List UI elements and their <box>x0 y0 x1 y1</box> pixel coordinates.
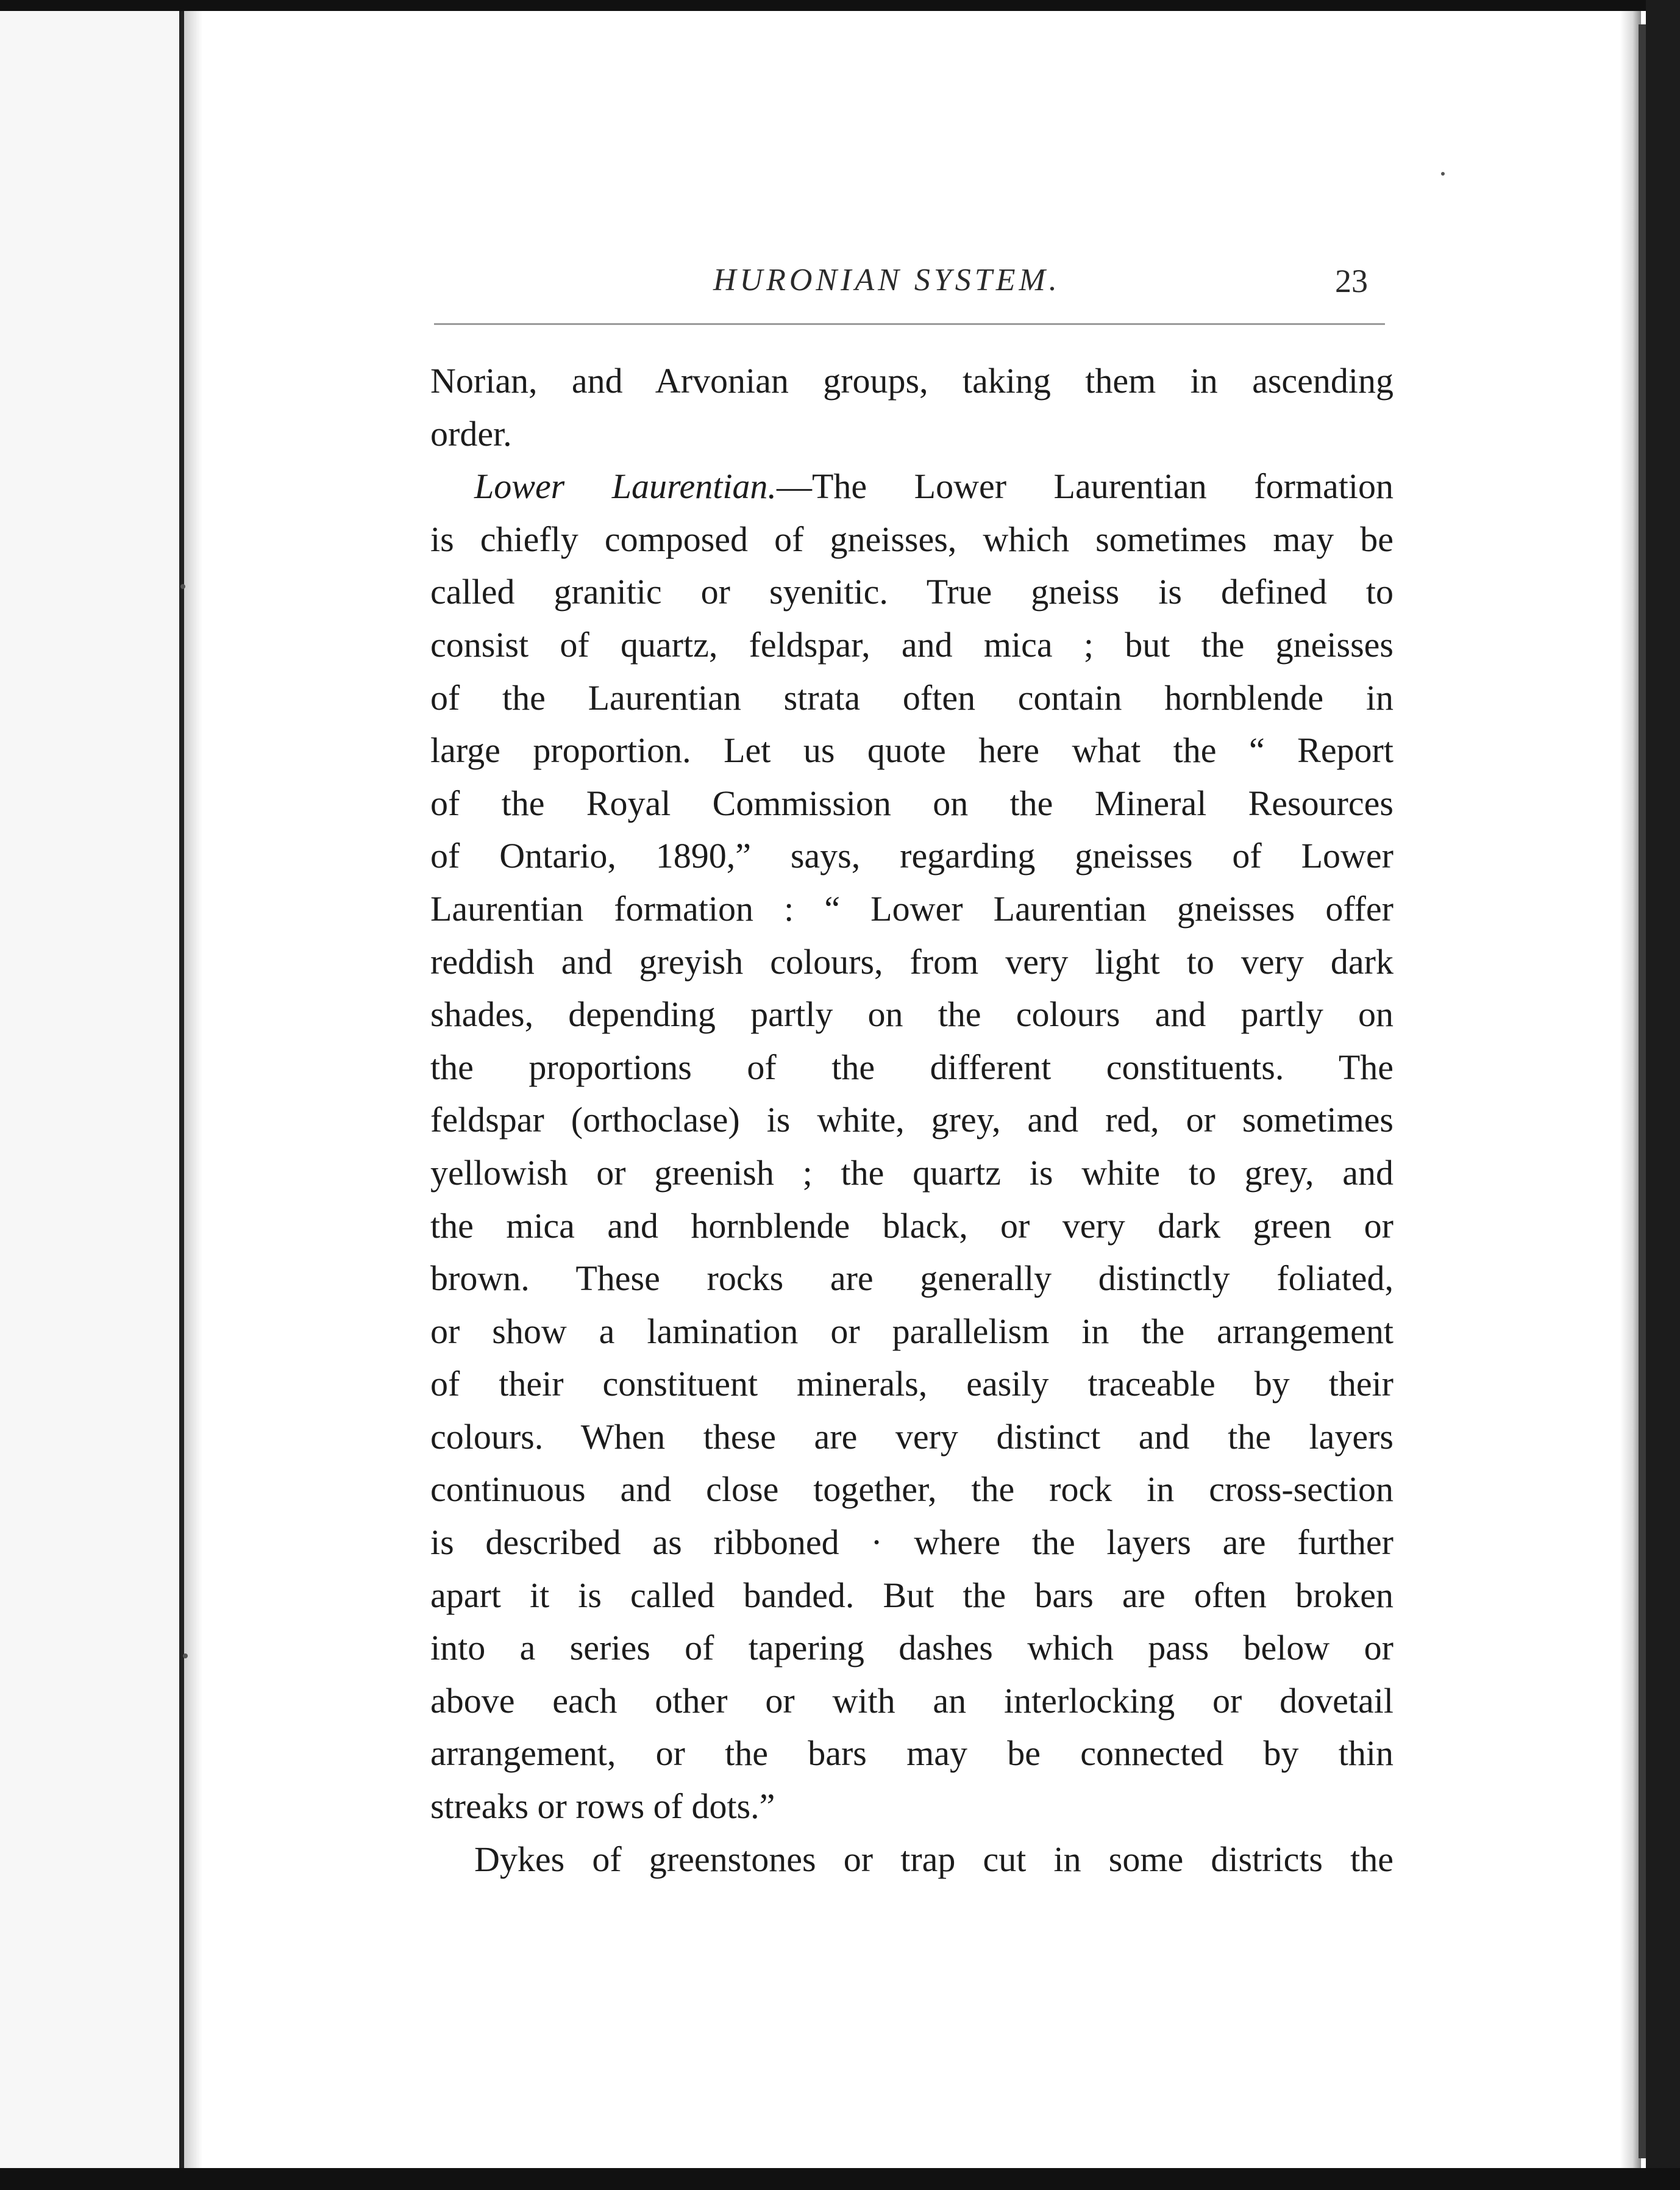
text-line: apart it is called banded. But the bars are often broken <box>430 1575 1393 1615</box>
text-line: shades, depending partly on the colours and partly on <box>430 994 1393 1035</box>
text-line: order. <box>430 413 512 454</box>
text-line: called granitic or syenitic. True gneiss is defined to <box>430 572 1393 612</box>
text-line: Laurentian formation : “ Lower Laurentian gneisses offer <box>430 888 1393 929</box>
text-line: is described as ribboned · where the layers are further <box>430 1522 1393 1563</box>
text-line: feldspar (orthoclase) is white, grey, and red, or sometimes <box>430 1100 1393 1140</box>
text-line: arrangement, or the bars may be connected by thin <box>430 1733 1393 1774</box>
left-page-margin <box>0 11 180 2169</box>
text-line: consist of quartz, feldspar, and mica ; but the gneisses <box>430 624 1393 665</box>
text-line: of their constituent minerals, easily traceable by their <box>430 1364 1393 1404</box>
text-line: continuous and close together, the rock in cross-section <box>430 1469 1393 1510</box>
text-line: the proportions of the different constituents. The <box>430 1047 1393 1087</box>
text-line: streaks or rows of dots.” <box>430 1786 775 1827</box>
scan-border-bottom <box>0 2168 1680 2190</box>
spine-shadow <box>184 11 202 2169</box>
scan-border-right <box>1646 0 1680 2190</box>
text-line-continuation: —The Lower Laurentian formation <box>776 466 1393 507</box>
header-rule <box>434 323 1385 325</box>
text-line <box>430 460 1393 513</box>
page-number: 23 <box>1335 263 1368 299</box>
scan-speck <box>180 584 185 589</box>
book-spine-line <box>179 11 184 2169</box>
scan-border-top <box>0 0 1680 11</box>
text-line: Norian, and Arvonian groups, taking them in ascending <box>430 361 1393 401</box>
text-line: yellowish or greenish ; the quartz is white to grey, and <box>430 1152 1393 1193</box>
page-edge-shadow <box>1620 11 1641 2169</box>
text-line: brown. These rocks are generally distinctly foliated, <box>430 1258 1393 1299</box>
text-line: colours. When these are very distinct and the layers <box>430 1416 1393 1457</box>
text-line: Dykes of greenstones or trap cut in some districts the <box>474 1839 1393 1879</box>
text-line: the mica and hornblende black, or very dark green or <box>430 1205 1393 1246</box>
running-header-title: HURONIAN SYSTEM. <box>713 263 1061 298</box>
text-line: large proportion. Let us quote here what the “ Report <box>430 730 1393 771</box>
text-line: of Ontario, 1890,” says, regarding gneisses of Lower <box>430 836 1393 876</box>
text-line: of the Laurentian strata often contain hornblende in <box>430 677 1393 718</box>
text-line: into a series of tapering dashes which pass below or <box>430 1628 1393 1668</box>
body-text <box>430 355 1393 1886</box>
text-line: above each other or with an interlocking or dovetail <box>430 1680 1393 1721</box>
scan-speck <box>1441 172 1445 176</box>
section-heading: Lower Laurentian. <box>474 466 777 507</box>
text-line: of the Royal Commission on the Mineral Resources <box>430 783 1393 823</box>
text-line: or show a lamination or parallelism in the arrangement <box>430 1311 1393 1351</box>
text-line: reddish and greyish colours, from very light to very dark <box>430 941 1393 982</box>
text-line: is chiefly composed of gneisses, which sometimes may be <box>430 519 1393 559</box>
scan-speck <box>183 1653 188 1658</box>
